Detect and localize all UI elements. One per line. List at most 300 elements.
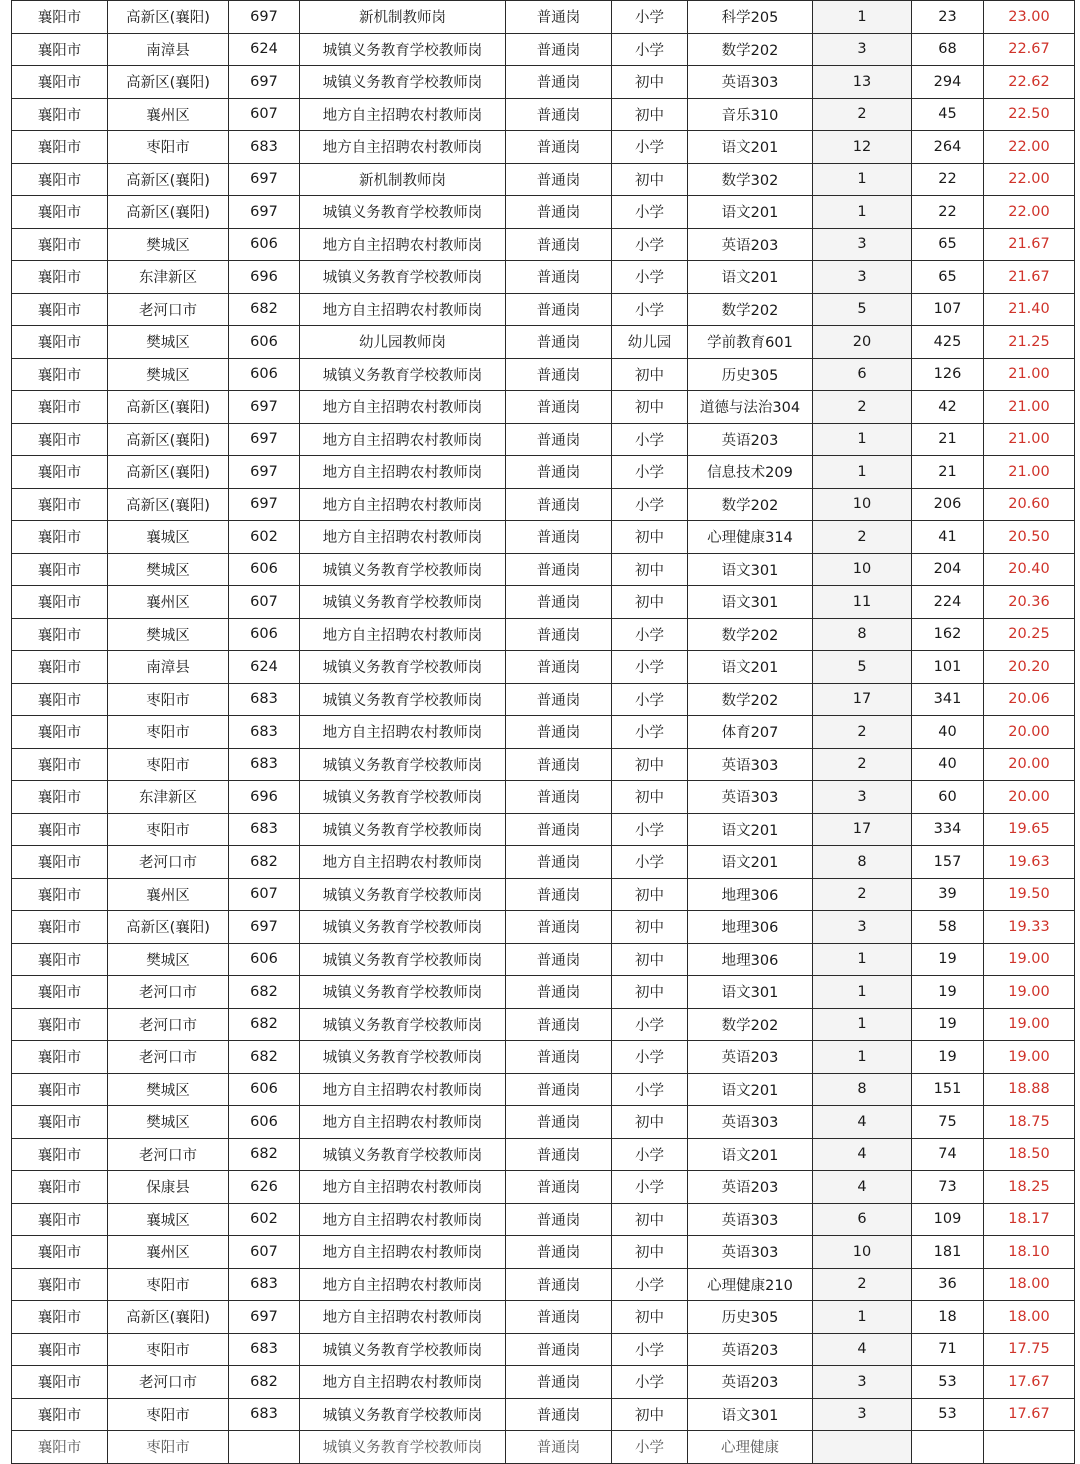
code-cell: 697 <box>229 911 300 944</box>
district-cell: 老河口市 <box>108 1041 229 1074</box>
district-cell: 高新区(襄阳) <box>108 456 229 489</box>
applicants-cell: 18 <box>912 1301 984 1334</box>
applicants-cell: 45 <box>912 98 984 131</box>
city-cell: 襄阳市 <box>12 1073 108 1106</box>
subject-cell: 语文301 <box>688 1398 813 1431</box>
applicants-cell: 341 <box>912 683 984 716</box>
level-cell: 初中 <box>612 781 688 814</box>
applicants-cell: 109 <box>912 1203 984 1236</box>
city-cell: 襄阳市 <box>12 456 108 489</box>
level-cell: 小学 <box>612 1073 688 1106</box>
quota-cell: 17 <box>813 683 912 716</box>
ratio-cell: 22.62 <box>984 66 1075 99</box>
position-cell: 地方自主招聘农村教师岗 <box>300 1236 506 1269</box>
code-cell: 606 <box>229 553 300 586</box>
applicants-cell: 19 <box>912 976 984 1009</box>
subject-cell: 语文201 <box>688 196 813 229</box>
subject-cell: 学前教育601 <box>688 326 813 359</box>
table-row <box>12 1236 1075 1269</box>
level-cell: 初中 <box>612 521 688 554</box>
post-type-cell: 普通岗 <box>506 326 612 359</box>
city-cell: 襄阳市 <box>12 1333 108 1366</box>
subject-cell: 语文201 <box>688 846 813 879</box>
district-cell: 老河口市 <box>108 1008 229 1041</box>
position-cell: 地方自主招聘农村教师岗 <box>300 456 506 489</box>
city-cell: 襄阳市 <box>12 1431 108 1464</box>
city-cell: 襄阳市 <box>12 196 108 229</box>
city-cell: 襄阳市 <box>12 521 108 554</box>
applicants-cell: 157 <box>912 846 984 879</box>
post-type-cell: 普通岗 <box>506 683 612 716</box>
code-cell: 607 <box>229 98 300 131</box>
table-row <box>12 683 1075 716</box>
quota-cell: 3 <box>813 781 912 814</box>
quota-cell: 5 <box>813 651 912 684</box>
city-cell: 襄阳市 <box>12 553 108 586</box>
district-cell: 老河口市 <box>108 1138 229 1171</box>
position-cell: 城镇义务教育学校教师岗 <box>300 1398 506 1431</box>
post-type-cell: 普通岗 <box>506 586 612 619</box>
applicants-cell: 126 <box>912 358 984 391</box>
subject-cell: 语文301 <box>688 553 813 586</box>
applicants-cell: 19 <box>912 943 984 976</box>
district-cell: 樊城区 <box>108 1106 229 1139</box>
position-cell: 城镇义务教育学校教师岗 <box>300 553 506 586</box>
quota-cell: 2 <box>813 748 912 781</box>
quota-cell: 13 <box>813 66 912 99</box>
code-cell: 697 <box>229 196 300 229</box>
city-cell: 襄阳市 <box>12 358 108 391</box>
table-row <box>12 553 1075 586</box>
subject-cell: 心理健康 <box>688 1431 813 1464</box>
position-cell: 地方自主招聘农村教师岗 <box>300 293 506 326</box>
code-cell: 697 <box>229 1 300 34</box>
post-type-cell: 普通岗 <box>506 553 612 586</box>
level-cell: 小学 <box>612 618 688 651</box>
ratio-cell: 18.50 <box>984 1138 1075 1171</box>
subject-cell: 历史305 <box>688 1301 813 1334</box>
subject-cell: 语文301 <box>688 976 813 1009</box>
code-cell: 682 <box>229 1008 300 1041</box>
quota-cell: 8 <box>813 846 912 879</box>
applicants-cell: 107 <box>912 293 984 326</box>
applicants-cell: 40 <box>912 716 984 749</box>
level-cell: 小学 <box>612 1041 688 1074</box>
quota-cell: 6 <box>813 358 912 391</box>
table-row <box>12 228 1075 261</box>
city-cell: 襄阳市 <box>12 66 108 99</box>
ratio-cell: 20.00 <box>984 781 1075 814</box>
city-cell: 襄阳市 <box>12 1236 108 1269</box>
city-cell: 襄阳市 <box>12 651 108 684</box>
subject-cell: 英语303 <box>688 1236 813 1269</box>
level-cell: 初中 <box>612 1106 688 1139</box>
quota-cell: 4 <box>813 1106 912 1139</box>
district-cell: 樊城区 <box>108 1073 229 1106</box>
ratio-cell: 18.25 <box>984 1171 1075 1204</box>
ratio-cell: 22.00 <box>984 196 1075 229</box>
post-type-cell: 普通岗 <box>506 976 612 1009</box>
position-cell: 城镇义务教育学校教师岗 <box>300 1041 506 1074</box>
level-cell: 初中 <box>612 1301 688 1334</box>
position-cell: 城镇义务教育学校教师岗 <box>300 651 506 684</box>
ratio-cell: 19.50 <box>984 878 1075 911</box>
city-cell: 襄阳市 <box>12 813 108 846</box>
quota-cell: 2 <box>813 1268 912 1301</box>
level-cell: 小学 <box>612 293 688 326</box>
table-row <box>12 1138 1075 1171</box>
city-cell: 襄阳市 <box>12 976 108 1009</box>
city-cell: 襄阳市 <box>12 1203 108 1236</box>
quota-cell: 1 <box>813 1301 912 1334</box>
position-cell: 城镇义务教育学校教师岗 <box>300 66 506 99</box>
level-cell: 初中 <box>612 98 688 131</box>
code-cell: 696 <box>229 781 300 814</box>
code-cell: 697 <box>229 1301 300 1334</box>
subject-cell: 英语203 <box>688 423 813 456</box>
table-row <box>12 131 1075 164</box>
level-cell: 幼儿园 <box>612 326 688 359</box>
table-body <box>12 1 1075 1464</box>
district-cell: 高新区(襄阳) <box>108 911 229 944</box>
city-cell: 襄阳市 <box>12 1041 108 1074</box>
subject-cell: 语文301 <box>688 586 813 619</box>
ratio-cell: 21.67 <box>984 261 1075 294</box>
code-cell: 683 <box>229 131 300 164</box>
district-cell: 高新区(襄阳) <box>108 423 229 456</box>
table-row <box>12 488 1075 521</box>
code-cell: 606 <box>229 228 300 261</box>
subject-cell: 数学202 <box>688 33 813 66</box>
ratio-cell: 20.36 <box>984 586 1075 619</box>
recruitment-table <box>11 0 1075 1464</box>
city-cell: 襄阳市 <box>12 911 108 944</box>
level-cell: 初中 <box>612 586 688 619</box>
code-cell: 697 <box>229 488 300 521</box>
table-row <box>12 781 1075 814</box>
table-row <box>12 1073 1075 1106</box>
post-type-cell: 普通岗 <box>506 261 612 294</box>
level-cell: 初中 <box>612 358 688 391</box>
level-cell: 小学 <box>612 813 688 846</box>
level-cell: 初中 <box>612 1236 688 1269</box>
post-type-cell: 普通岗 <box>506 1301 612 1334</box>
ratio-cell: 18.88 <box>984 1073 1075 1106</box>
district-cell: 樊城区 <box>108 358 229 391</box>
city-cell: 襄阳市 <box>12 163 108 196</box>
ratio-cell: 20.50 <box>984 521 1075 554</box>
quota-cell: 2 <box>813 391 912 424</box>
table-row <box>12 33 1075 66</box>
position-cell: 城镇义务教育学校教师岗 <box>300 1138 506 1171</box>
position-cell: 地方自主招聘农村教师岗 <box>300 1073 506 1106</box>
table-row <box>12 976 1075 1009</box>
post-type-cell: 普通岗 <box>506 98 612 131</box>
applicants-cell: 68 <box>912 33 984 66</box>
level-cell: 小学 <box>612 1333 688 1366</box>
position-cell: 城镇义务教育学校教师岗 <box>300 878 506 911</box>
post-type-cell: 普通岗 <box>506 1041 612 1074</box>
level-cell: 初中 <box>612 1398 688 1431</box>
code-cell: 682 <box>229 1366 300 1399</box>
post-type-cell: 普通岗 <box>506 1073 612 1106</box>
quota-cell: 2 <box>813 98 912 131</box>
ratio-cell: 19.00 <box>984 1041 1075 1074</box>
district-cell: 樊城区 <box>108 553 229 586</box>
subject-cell: 数学202 <box>688 1008 813 1041</box>
level-cell: 小学 <box>612 1 688 34</box>
subject-cell: 道德与法治304 <box>688 391 813 424</box>
applicants-cell: 334 <box>912 813 984 846</box>
city-cell: 襄阳市 <box>12 261 108 294</box>
post-type-cell: 普通岗 <box>506 391 612 424</box>
district-cell: 樊城区 <box>108 228 229 261</box>
table-row <box>12 651 1075 684</box>
quota-cell: 5 <box>813 293 912 326</box>
quota-cell: 11 <box>813 586 912 619</box>
code-cell: 607 <box>229 586 300 619</box>
district-cell: 南漳县 <box>108 33 229 66</box>
code-cell: 697 <box>229 66 300 99</box>
subject-cell: 英语203 <box>688 1366 813 1399</box>
level-cell: 初中 <box>612 553 688 586</box>
level-cell: 初中 <box>612 66 688 99</box>
post-type-cell: 普通岗 <box>506 1333 612 1366</box>
ratio-cell: 20.40 <box>984 553 1075 586</box>
subject-cell: 语文201 <box>688 651 813 684</box>
subject-cell: 英语203 <box>688 1171 813 1204</box>
table-row <box>12 748 1075 781</box>
post-type-cell: 普通岗 <box>506 1236 612 1269</box>
position-cell: 地方自主招聘农村教师岗 <box>300 391 506 424</box>
level-cell: 初中 <box>612 943 688 976</box>
ratio-cell: 20.06 <box>984 683 1075 716</box>
post-type-cell: 普通岗 <box>506 521 612 554</box>
quota-cell: 3 <box>813 228 912 261</box>
quota-cell: 3 <box>813 1366 912 1399</box>
applicants-cell: 58 <box>912 911 984 944</box>
applicants-cell: 162 <box>912 618 984 651</box>
level-cell: 小学 <box>612 228 688 261</box>
city-cell: 襄阳市 <box>12 1366 108 1399</box>
quota-cell: 3 <box>813 261 912 294</box>
subject-cell: 心理健康314 <box>688 521 813 554</box>
quota-cell: 2 <box>813 521 912 554</box>
city-cell: 襄阳市 <box>12 748 108 781</box>
post-type-cell: 普通岗 <box>506 1008 612 1041</box>
district-cell: 高新区(襄阳) <box>108 66 229 99</box>
quota-cell: 20 <box>813 326 912 359</box>
level-cell: 小学 <box>612 33 688 66</box>
subject-cell: 语文201 <box>688 813 813 846</box>
district-cell: 樊城区 <box>108 326 229 359</box>
post-type-cell: 普通岗 <box>506 748 612 781</box>
district-cell: 襄城区 <box>108 1203 229 1236</box>
position-cell: 地方自主招聘农村教师岗 <box>300 521 506 554</box>
district-cell: 东津新区 <box>108 781 229 814</box>
quota-cell: 1 <box>813 196 912 229</box>
city-cell: 襄阳市 <box>12 846 108 879</box>
applicants-cell: 71 <box>912 1333 984 1366</box>
level-cell: 小学 <box>612 1268 688 1301</box>
table-row <box>12 1171 1075 1204</box>
district-cell: 老河口市 <box>108 846 229 879</box>
position-cell: 地方自主招聘农村教师岗 <box>300 228 506 261</box>
position-cell: 地方自主招聘农村教师岗 <box>300 716 506 749</box>
position-cell: 地方自主招聘农村教师岗 <box>300 488 506 521</box>
ratio-cell: 19.65 <box>984 813 1075 846</box>
position-cell: 城镇义务教育学校教师岗 <box>300 683 506 716</box>
subject-cell: 科学205 <box>688 1 813 34</box>
code-cell: 697 <box>229 391 300 424</box>
code-cell: 697 <box>229 456 300 489</box>
subject-cell: 数学202 <box>688 293 813 326</box>
table-row <box>12 391 1075 424</box>
ratio-cell: 18.10 <box>984 1236 1075 1269</box>
table-row <box>12 1398 1075 1431</box>
city-cell: 襄阳市 <box>12 33 108 66</box>
ratio-cell: 22.67 <box>984 33 1075 66</box>
table-row <box>12 521 1075 554</box>
post-type-cell: 普通岗 <box>506 1366 612 1399</box>
table-row <box>12 358 1075 391</box>
subject-cell: 历史305 <box>688 358 813 391</box>
post-type-cell: 普通岗 <box>506 651 612 684</box>
applicants-cell: 101 <box>912 651 984 684</box>
position-cell: 地方自主招聘农村教师岗 <box>300 131 506 164</box>
city-cell: 襄阳市 <box>12 716 108 749</box>
quota-cell: 1 <box>813 163 912 196</box>
quota-cell: 6 <box>813 1203 912 1236</box>
subject-cell: 体育207 <box>688 716 813 749</box>
district-cell: 枣阳市 <box>108 1398 229 1431</box>
level-cell: 小学 <box>612 196 688 229</box>
table-row <box>12 846 1075 879</box>
code-cell: 606 <box>229 943 300 976</box>
code-cell: 607 <box>229 1236 300 1269</box>
district-cell: 东津新区 <box>108 261 229 294</box>
quota-cell: 1 <box>813 1 912 34</box>
post-type-cell: 普通岗 <box>506 1398 612 1431</box>
ratio-cell: 17.67 <box>984 1398 1075 1431</box>
ratio-cell: 23.00 <box>984 1 1075 34</box>
quota-cell: 10 <box>813 553 912 586</box>
level-cell: 初中 <box>612 976 688 1009</box>
code-cell: 602 <box>229 1203 300 1236</box>
post-type-cell: 普通岗 <box>506 131 612 164</box>
city-cell: 襄阳市 <box>12 1106 108 1139</box>
post-type-cell: 普通岗 <box>506 488 612 521</box>
table-row <box>12 66 1075 99</box>
applicants-cell: 42 <box>912 391 984 424</box>
position-cell: 城镇义务教育学校教师岗 <box>300 813 506 846</box>
post-type-cell: 普通岗 <box>506 33 612 66</box>
district-cell: 老河口市 <box>108 1366 229 1399</box>
table-row <box>12 1366 1075 1399</box>
district-cell: 襄城区 <box>108 521 229 554</box>
table-row <box>12 1431 1075 1464</box>
quota-cell: 17 <box>813 813 912 846</box>
code-cell: 683 <box>229 748 300 781</box>
subject-cell: 音乐310 <box>688 98 813 131</box>
code-cell: 697 <box>229 163 300 196</box>
code-cell: 602 <box>229 521 300 554</box>
position-cell: 地方自主招聘农村教师岗 <box>300 846 506 879</box>
ratio-cell: 21.40 <box>984 293 1075 326</box>
level-cell: 小学 <box>612 651 688 684</box>
district-cell: 樊城区 <box>108 618 229 651</box>
subject-cell: 心理健康210 <box>688 1268 813 1301</box>
position-cell: 城镇义务教育学校教师岗 <box>300 781 506 814</box>
position-cell: 地方自主招聘农村教师岗 <box>300 423 506 456</box>
applicants-cell: 206 <box>912 488 984 521</box>
code-cell: 607 <box>229 878 300 911</box>
code-cell: 683 <box>229 716 300 749</box>
post-type-cell: 普通岗 <box>506 1 612 34</box>
applicants-cell: 60 <box>912 781 984 814</box>
quota-cell: 3 <box>813 911 912 944</box>
subject-cell: 数学202 <box>688 618 813 651</box>
city-cell: 襄阳市 <box>12 131 108 164</box>
applicants-cell: 294 <box>912 66 984 99</box>
applicants-cell: 22 <box>912 196 984 229</box>
applicants-cell: 74 <box>912 1138 984 1171</box>
subject-cell: 语文201 <box>688 1138 813 1171</box>
level-cell: 小学 <box>612 1366 688 1399</box>
level-cell: 小学 <box>612 261 688 294</box>
subject-cell: 英语203 <box>688 1333 813 1366</box>
ratio-cell: 21.00 <box>984 456 1075 489</box>
position-cell: 城镇义务教育学校教师岗 <box>300 358 506 391</box>
position-cell: 城镇义务教育学校教师岗 <box>300 943 506 976</box>
code-cell: 606 <box>229 1106 300 1139</box>
district-cell: 高新区(襄阳) <box>108 391 229 424</box>
city-cell: 襄阳市 <box>12 228 108 261</box>
district-cell: 枣阳市 <box>108 748 229 781</box>
quota-cell: 3 <box>813 1398 912 1431</box>
post-type-cell: 普通岗 <box>506 456 612 489</box>
quota-cell: 3 <box>813 33 912 66</box>
position-cell: 城镇义务教育学校教师岗 <box>300 911 506 944</box>
post-type-cell: 普通岗 <box>506 716 612 749</box>
quota-cell: 8 <box>813 618 912 651</box>
post-type-cell: 普通岗 <box>506 1171 612 1204</box>
subject-cell: 信息技术209 <box>688 456 813 489</box>
quota-cell: 10 <box>813 488 912 521</box>
position-cell: 城镇义务教育学校教师岗 <box>300 1008 506 1041</box>
table-row <box>12 163 1075 196</box>
city-cell: 襄阳市 <box>12 488 108 521</box>
district-cell: 襄州区 <box>108 98 229 131</box>
applicants-cell: 204 <box>912 553 984 586</box>
subject-cell: 数学302 <box>688 163 813 196</box>
city-cell: 襄阳市 <box>12 683 108 716</box>
city-cell: 襄阳市 <box>12 391 108 424</box>
level-cell: 小学 <box>612 716 688 749</box>
post-type-cell: 普通岗 <box>506 196 612 229</box>
table-row <box>12 1106 1075 1139</box>
table-row <box>12 716 1075 749</box>
city-cell: 襄阳市 <box>12 781 108 814</box>
city-cell: 襄阳市 <box>12 586 108 619</box>
ratio-cell: 18.75 <box>984 1106 1075 1139</box>
table-row <box>12 423 1075 456</box>
table-row <box>12 813 1075 846</box>
city-cell: 襄阳市 <box>12 1268 108 1301</box>
code-cell: 683 <box>229 1333 300 1366</box>
subject-cell: 英语303 <box>688 66 813 99</box>
level-cell: 小学 <box>612 846 688 879</box>
